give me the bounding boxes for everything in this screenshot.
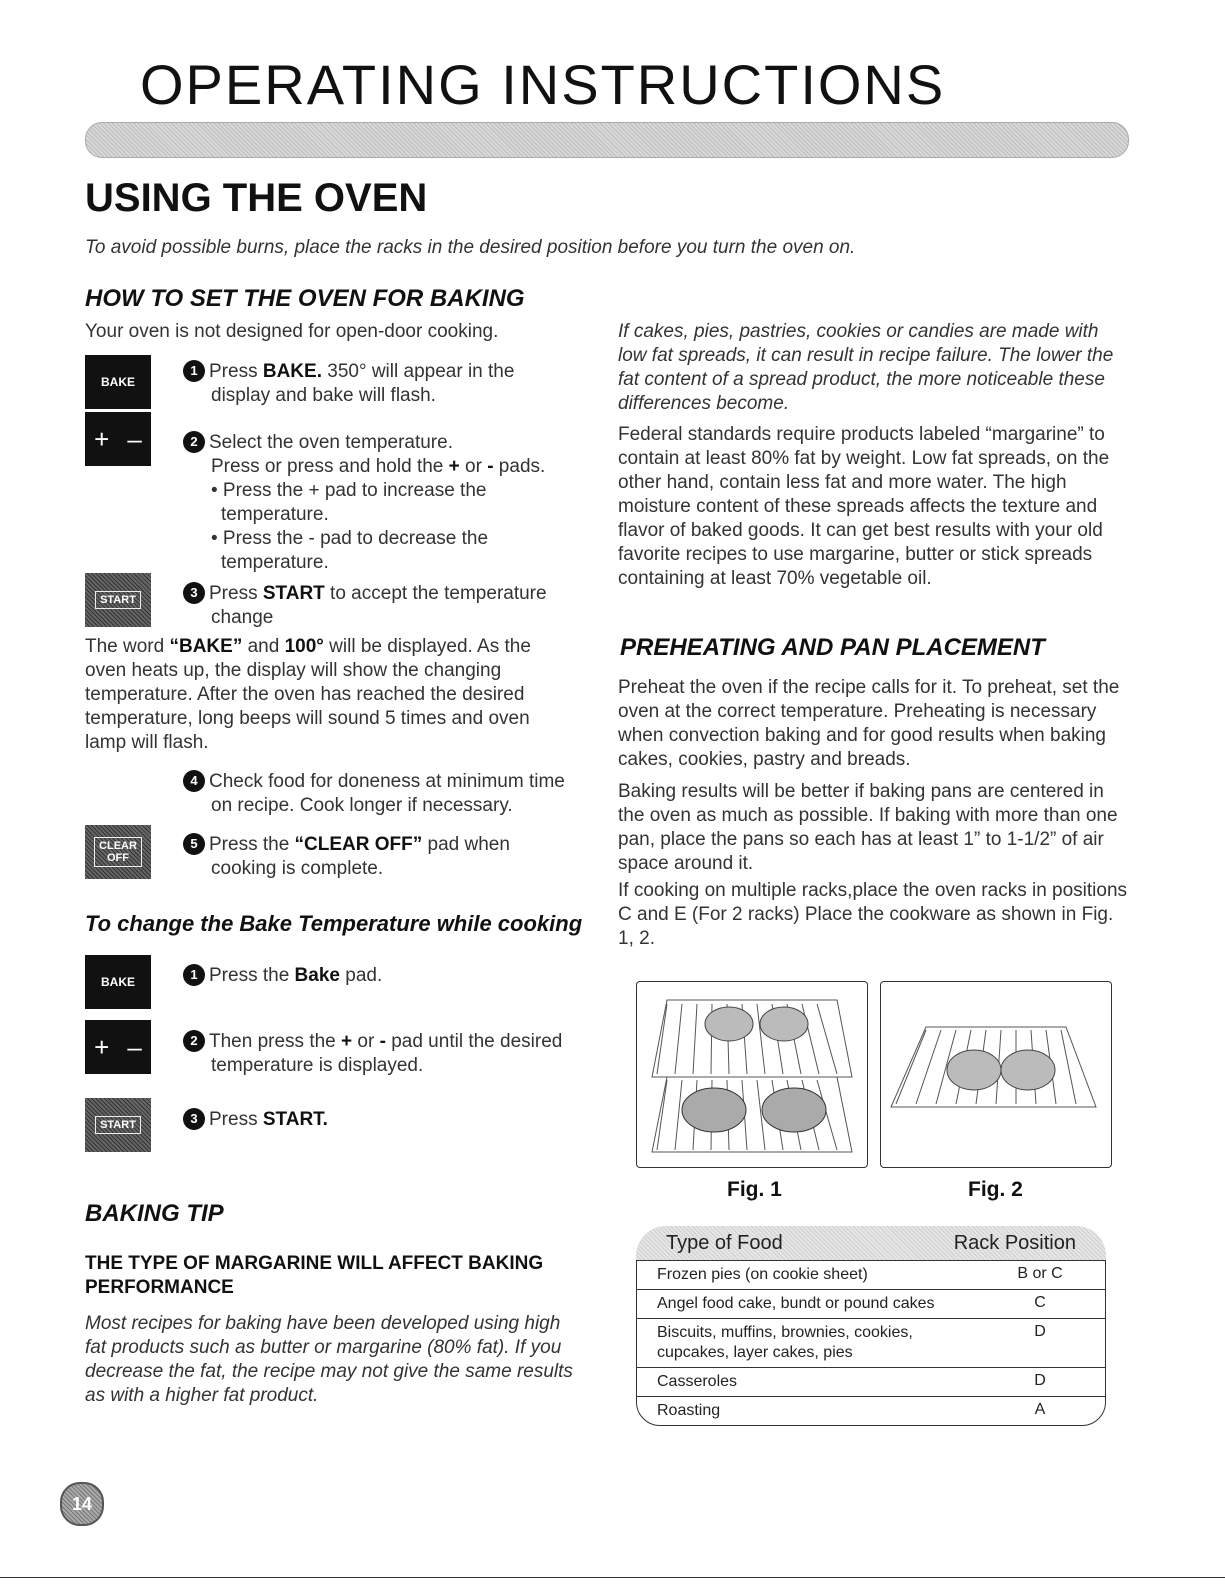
food-column-header: Type of Food (666, 1231, 783, 1254)
clear-off-pad-icon (85, 825, 151, 879)
federal-standards-paragraph: Federal standards require products labeled “margarine” to contain at least 80% fat by weight. Low fat spreads, on the other hand, contain less fat and more water. The high moisture content of these spreads affects the texture and flavor of baked goods. It can get best results with your old favorite recipes to use margarine, butter or stick spreads containing at least 70% vegetable oil. (618, 424, 1110, 589)
change-step-1: 1 Press the Bake pad. (183, 964, 382, 988)
baking-step-3: 3 Press START to accept the temperature change (183, 582, 547, 630)
bake-pad-icon (85, 355, 151, 409)
table-row: Casseroles D (636, 1367, 1106, 1396)
low-fat-note: If cakes, pies, pastries, cookies or candies are made with low fat spreads, it can result in recipe failure. The lower the fat content of a spread product, the more noticeable these differences become. (618, 321, 1114, 414)
intro-note: To avoid possible burns, place the racks in the desired position before you turn the oven on. (85, 237, 856, 258)
fig2-caption: Fig. 2 (968, 1178, 1023, 1201)
step-number: 5 (183, 833, 205, 855)
table-row: Biscuits, muffins, brownies, cookies, cupcakes, layer cakes, pies D (636, 1318, 1106, 1367)
step-number: 2 (183, 1030, 205, 1052)
baking-tip-heading: BAKING TIP (85, 1200, 224, 1227)
plus-minus-pad-icon (85, 412, 151, 466)
margarine-subheading: THE TYPE OF MARGARINE WILL AFFECT BAKING PERFORMANCE (85, 1253, 544, 1298)
table-row: Frozen pies (on cookie sheet) B or C (636, 1260, 1106, 1289)
baking-heading: HOW TO SET THE OVEN FOR BAKING (85, 285, 525, 312)
minus-pad-label: – (127, 423, 142, 454)
baking-step-2: 2 Select the oven temperature. Press or press and hold the + or - pads. • Press the + pad to increase the temperature. • Press the - pad to decrease the temperature. (183, 431, 545, 575)
baking-step-5: 5 Press the “CLEAR OFF” pad when cooking is complete. (183, 833, 510, 881)
fig1-caption: Fig. 1 (727, 1178, 782, 1201)
clear-off-pad-label: CLEAR OFF (94, 837, 142, 867)
change-step-3: 3 Press START. (183, 1108, 328, 1132)
table-row: Roasting A (636, 1396, 1106, 1426)
margarine-note: Most recipes for baking have been developed using high fat products such as butter or margarine (80% fat). If you decrease the fat, the recipe may not give the same results as with a higher fat product. (85, 1313, 573, 1406)
baking-step-1: 1 Press BAKE. 350° will appear in the display and bake will flash. (183, 360, 514, 408)
start-pad-label: START (95, 1116, 141, 1134)
section-title: USING THE OVEN (85, 176, 428, 220)
bake-display-paragraph: The word “BAKE” and 100° will be displayed. As the oven heats up, the display will show the changing temperature. After the oven has reached the desired temperature, long beeps will sound 5 times and oven lamp will flash. (85, 636, 531, 753)
page-number-badge (60, 1482, 104, 1526)
two-rack-pans-illustration (637, 982, 867, 1167)
step-number: 1 (183, 360, 205, 382)
plus-minus-pad-icon (85, 1020, 151, 1074)
page-number: 14 (71, 1493, 93, 1514)
step-number: 1 (183, 964, 205, 986)
single-rack-pans-illustration (881, 982, 1111, 1167)
baking-step-4: 4 Check food for doneness at minimum time on recipe. Cook longer if necessary. (183, 770, 565, 818)
bottom-rule (0, 1577, 1225, 1578)
preheat-paragraph-2: Baking results will be better if baking pans are centered in the oven as much as possible. If baking with more than one pan, place the pans so each has at least 1” to 1-1/2” of air space around it. (618, 781, 1118, 874)
change-temp-heading: To change the Bake Temperature while cooking (85, 911, 583, 936)
step-number: 2 (183, 431, 205, 453)
minus-pad-label: – (127, 1031, 142, 1062)
preheat-paragraph-3: If cooking on multiple racks,place the oven racks in positions C and E (For 2 racks) Place the cookware as shown in Fig. 1, 2. (618, 880, 1128, 949)
rack-position-table (636, 1226, 1106, 1426)
step-number: 3 (183, 582, 205, 604)
position-column-header: Rack Position (953, 1231, 1076, 1254)
table-row: Angel food cake, bundt or pound cakes C (636, 1289, 1106, 1318)
step-number: 3 (183, 1108, 205, 1130)
bake-pad-icon (85, 955, 151, 1009)
start-pad-icon (85, 1098, 151, 1152)
fig1-rack-illustration (636, 981, 868, 1168)
start-pad-label: START (95, 591, 141, 609)
change-step-2: 2 Then press the + or - pad until the desired temperature is displayed. (183, 1030, 562, 1078)
plus-pad-label: + (94, 423, 110, 454)
open-door-note: Your oven is not designed for open-door cooking. (85, 321, 499, 342)
preheat-paragraph-1: Preheat the oven if the recipe calls for it. To preheat, set the oven at the correct temperature. Preheating is necessary when convection baking and for good results when baking cakes, cookies, pastry and breads. (618, 677, 1120, 770)
preheat-heading: PREHEATING AND PAN PLACEMENT (620, 634, 1045, 661)
bake-pad-label: BAKE (100, 375, 135, 389)
chapter-title: OPERATING INSTRUCTIONS (140, 53, 946, 116)
table-header (636, 1226, 1106, 1260)
header-divider-bar (85, 122, 1129, 158)
bake-pad-label: BAKE (100, 975, 135, 989)
start-pad-icon (85, 573, 151, 627)
fig2-rack-illustration (880, 981, 1112, 1168)
plus-pad-label: + (94, 1031, 110, 1062)
step-number: 4 (183, 770, 205, 792)
